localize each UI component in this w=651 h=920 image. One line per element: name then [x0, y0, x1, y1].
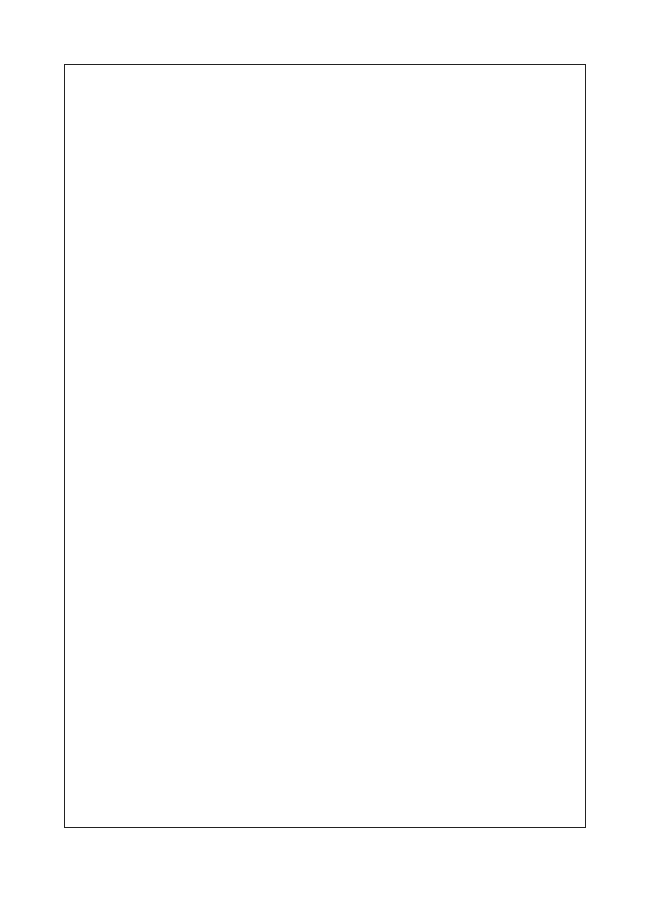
dialogue-table — [64, 64, 586, 828]
